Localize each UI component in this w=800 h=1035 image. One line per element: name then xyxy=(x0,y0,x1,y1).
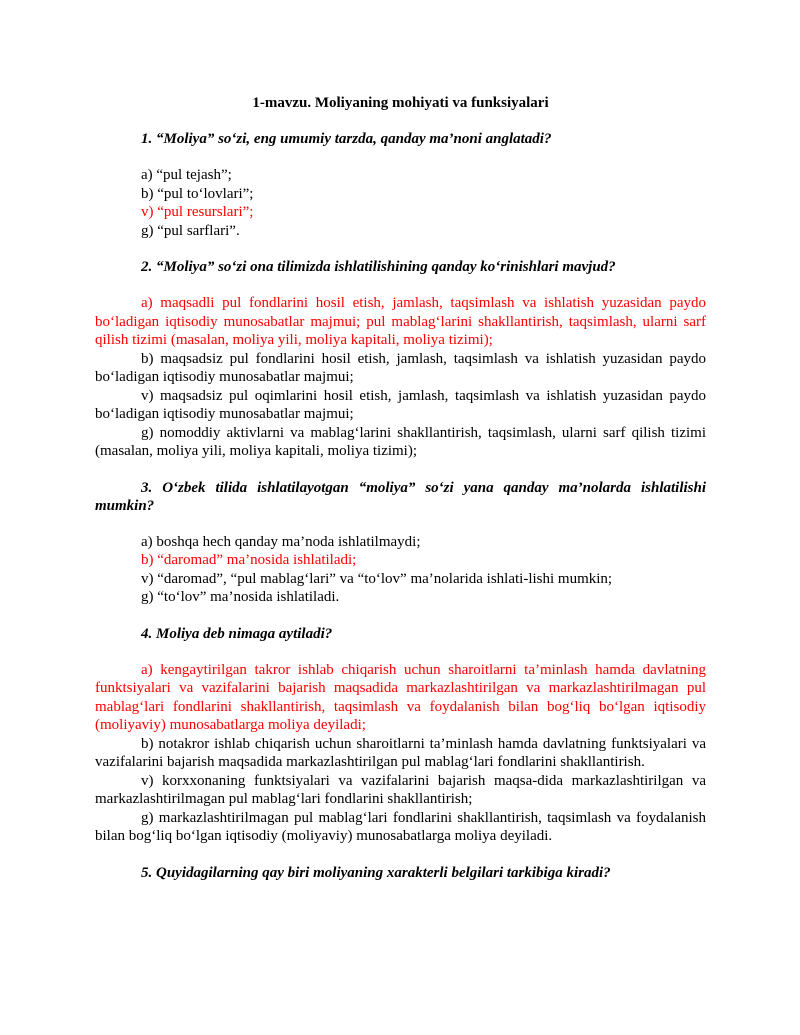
q1-option-a: a) “pul tejash”; xyxy=(141,167,232,183)
question-4: 4. Moliya deb nimaga aytiladi? xyxy=(141,625,333,642)
question-5: 5. Quyidagilarning qay biri moliyaning xarakterli belgilari tarkibiga kiradi? xyxy=(141,864,611,881)
q4-option-g: g) markazlashtirilmagan pul mablag‘lari fondlarini shakllantirish, taqsimlash va foydalanish bilan bog‘liq bo‘lgan iqtisodiy (moliyaviy) munosabatlarga moliya deyiladi. xyxy=(95,809,706,844)
question-1-options xyxy=(95,166,706,240)
q2-option-v: v) maqsadsiz pul oqimlarini hosil etish, jamlash, taqsimlash va ishlatish yuzasidan paydo bo‘ladigan iqtisodiy munosabatlar majmui; xyxy=(95,387,706,422)
question-1: 1. “Moliya” so‘zi, eng umumiy tarzda, qanday ma’noni anglatadi? xyxy=(141,131,552,147)
q1-option-g: g) “pul sarflari”. xyxy=(141,222,240,239)
page-title: 1-mavzu. Moliyaning mohiyati va funksiyalari xyxy=(252,95,549,111)
q4-option-b: b) notakror ishlab chiqarish uchun sharoitlarni ta’minlash hamda davlatning funktsiyalari va vazifalarini bajarish maqsadida markazlashtirilgan pul mablag‘lari fondlarini shakllantirish. xyxy=(95,735,706,770)
q4-option-v: v) korxxonaning funktsiyalari va vazifalarini bajarish maqsa-dida markazlashtirilgan va markazlashtirilmagan pul mablag‘lari fondlarini shakllantirish; xyxy=(95,772,706,807)
q3-option-g: g) “to‘lov” ma’nosida ishlatiladi. xyxy=(141,589,340,605)
q2-option-g: g) nomoddiy aktivlarni va mablag‘larini shakllantirish, taqsimlash, ularni sarf qilish tizimi (masalan, moliya yili, moliya kapitali, moliya tizimi); xyxy=(95,424,706,459)
question-2: 2. “Moliya” so‘zi ona tilimizda ishlatilishining qanday ko‘rinishlari mavjud? xyxy=(141,259,616,275)
q3-option-b-correct: b) “daromad” ma’nosida ishlatiladi; xyxy=(141,552,357,568)
question-2-options xyxy=(95,294,706,461)
question-4-options xyxy=(95,661,706,846)
q4-option-a-correct: a) kengaytirilgan takror ishlab chiqarish uchun sharoitlarni ta’minlash hamda davlatning funktsiyalari va vazifalarini bajarish maqsadida markazlashtirilgan va markazlashtirilmagan pul mablag‘lari fondlarini shakllantirish, taqsimlash va foydalanish bilan bog‘liq bo‘lgan iqtisodiy (moliyaviy) munosabatlarga moliya deyiladi; xyxy=(95,661,706,733)
question-3: 3. O‘zbek tilida ishlatilayotgan “moliya” so‘zi yana qanday ma’nolarda ishlatilishi mumkin? xyxy=(95,479,706,514)
q1-option-v-correct: v) “pul resurslari”; xyxy=(141,204,254,220)
q3-option-a: a) boshqa hech qanday ma’noda ishlatilmaydi; xyxy=(141,533,421,550)
q2-option-a-correct: a) maqsadli pul fondlarini hosil etish, jamlash, taqsimlash va ishlatish yuzasidan paydo bo‘ladigan iqtisodiy munosabatlar majmui; pul mablag‘larini shakllantirish, taqsimlash, ularni sarf qilish tizimi (masalan, moliya yili, moliya kapitali, moliya tizimi); xyxy=(95,295,706,348)
q2-option-b: b) maqsadsiz pul fondlarini hosil etish, jamlash, taqsimlash va ishlatish yuzasidan paydo bo‘ladigan iqtisodiy munosabatlar majmui; xyxy=(95,350,706,385)
question-3-options xyxy=(95,533,706,607)
document-page xyxy=(95,94,706,882)
q1-option-b: b) “pul to‘lovlari”; xyxy=(141,185,254,202)
q3-option-v: v) “daromad”, “pul mablag‘lari” va “to‘lov” ma’nolarida ishlati-lishi mumkin; xyxy=(141,570,613,587)
